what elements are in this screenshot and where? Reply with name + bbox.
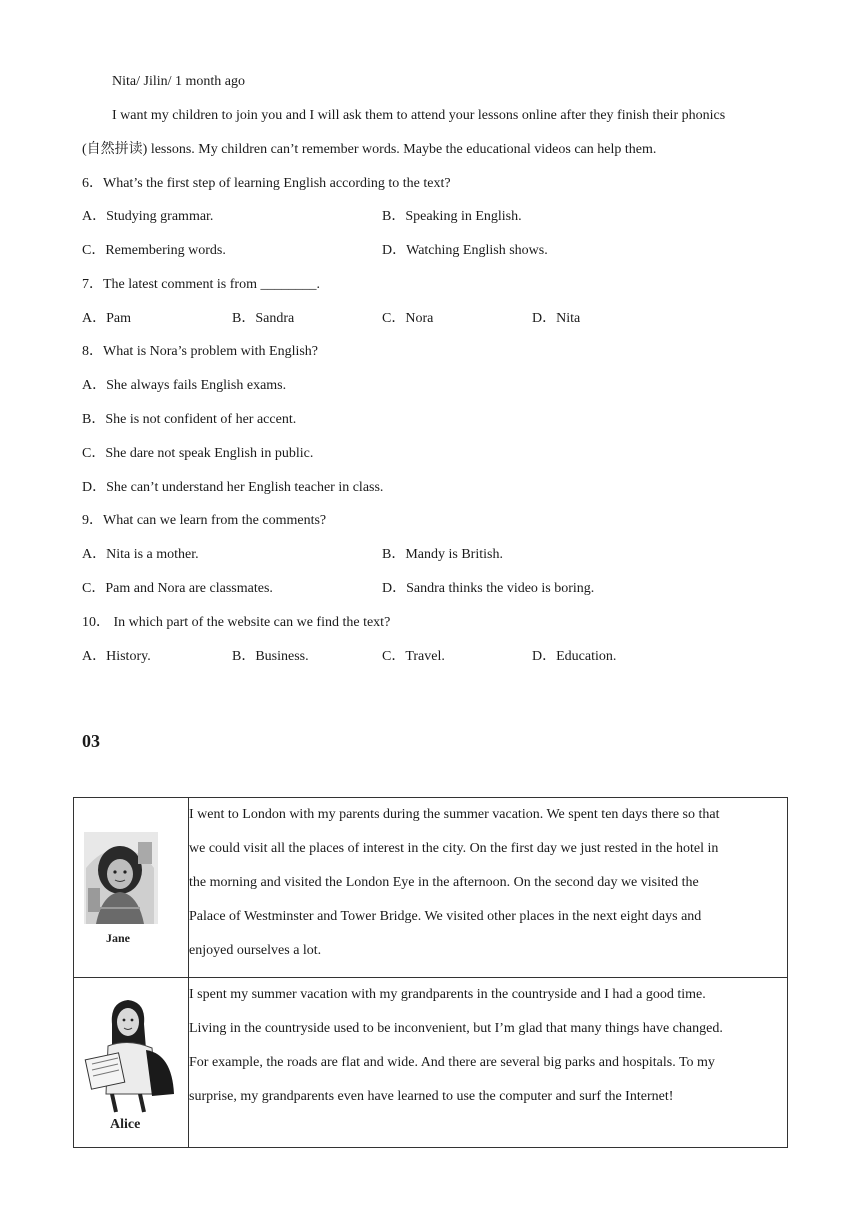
question-6-option-a: A．Studying grammar. bbox=[82, 209, 214, 224]
jane-text-line: I went to London with my parents during the summer vacation. We spent ten days there so that bbox=[189, 807, 720, 822]
question-7-option-c: C．Nora bbox=[382, 311, 434, 326]
photo-cell-jane bbox=[74, 798, 189, 978]
photo-cell-alice bbox=[74, 978, 189, 1148]
question-9-option-c: C．Pam and Nora are classmates. bbox=[82, 581, 273, 596]
alice-photo bbox=[82, 994, 182, 1114]
entry-row-alice bbox=[74, 978, 788, 1148]
jane-text-line: Palace of Westminster and Tower Bridge. We visited other places in the next eight days and bbox=[189, 909, 702, 924]
jane-text-line: the morning and visited the London Eye in the afternoon. On the second day we visited the bbox=[189, 875, 699, 890]
alice-text-line: For example, the roads are flat and wide. And there are several big parks and hospitals. To my bbox=[189, 1055, 715, 1070]
alice-text-line: I spent my summer vacation with my grandparents in the countryside and I had a good time. bbox=[189, 987, 706, 1002]
alice-text-line: Living in the countryside used to be inconvenient, but I’m glad that many things have changed. bbox=[189, 1021, 723, 1036]
question-6-option-b: B．Speaking in English. bbox=[382, 209, 522, 224]
section-heading: 03 bbox=[82, 731, 100, 751]
question-9-stem: 9．What can we learn from the comments? bbox=[82, 513, 327, 528]
question-8-stem: 8．What is Nora’s problem with English? bbox=[82, 344, 319, 359]
question-10-option-a: A．History. bbox=[82, 649, 151, 664]
question-8-option-a: A．She always fails English exams. bbox=[82, 378, 287, 393]
comment-meta: Nita/ Jilin/ 1 month ago bbox=[112, 74, 245, 89]
question-10-stem: 10． In which part of the website can we find the text? bbox=[82, 615, 391, 630]
question-9-option-a: A．Nita is a mother. bbox=[82, 547, 199, 562]
alice-name-caption: Alice bbox=[110, 1117, 141, 1132]
alice-text-line: surprise, my grandparents even have learned to use the computer and surf the Internet! bbox=[189, 1089, 674, 1104]
question-9-option-d: D．Sandra thinks the video is boring. bbox=[382, 581, 595, 596]
question-8-option-c: C．She dare not speak English in public. bbox=[82, 446, 314, 461]
question-8-option-b: B．She is not confident of her accent. bbox=[82, 412, 297, 427]
jane-name-caption: Jane bbox=[106, 931, 130, 945]
comment-body-line-1: I want my children to join you and I will ask them to attend your lessons online after they finish their phonics bbox=[112, 108, 726, 123]
entry-text-jane bbox=[189, 798, 788, 978]
entry-text-alice bbox=[189, 978, 788, 1148]
question-10-option-c: C．Travel. bbox=[382, 649, 445, 664]
question-10-option-d: D．Education. bbox=[532, 649, 617, 664]
question-6-option-c: C．Remembering words. bbox=[82, 243, 226, 258]
question-7-options bbox=[0, 309, 860, 329]
question-8-option-d: D．She can’t understand her English teacher in class. bbox=[82, 480, 384, 495]
question-10-options bbox=[0, 647, 860, 667]
entry-row-jane bbox=[74, 798, 788, 978]
question-6-option-d: D．Watching English shows. bbox=[382, 243, 548, 258]
jane-text-line: enjoyed ourselves a lot. bbox=[189, 943, 322, 958]
entries-table bbox=[73, 797, 788, 1148]
question-10-option-b: B．Business. bbox=[232, 649, 309, 664]
question-6-stem: 6．What’s the first step of learning English according to the text? bbox=[82, 176, 451, 191]
comment-body-line-2: (自然拼读) lessons. My children can’t remember words. Maybe the educational videos can help them. bbox=[82, 142, 657, 157]
question-7-option-b: B．Sandra bbox=[232, 311, 295, 326]
question-7-option-a: A．Pam bbox=[82, 311, 131, 326]
question-7-stem: 7．The latest comment is from ________. bbox=[82, 277, 320, 292]
question-9-option-b: B．Mandy is British. bbox=[382, 547, 503, 562]
jane-text-line: we could visit all the places of interest in the city. On the first day we just rested in the hotel in bbox=[189, 841, 719, 856]
question-7-option-d: D．Nita bbox=[532, 311, 581, 326]
jane-photo bbox=[82, 828, 160, 928]
